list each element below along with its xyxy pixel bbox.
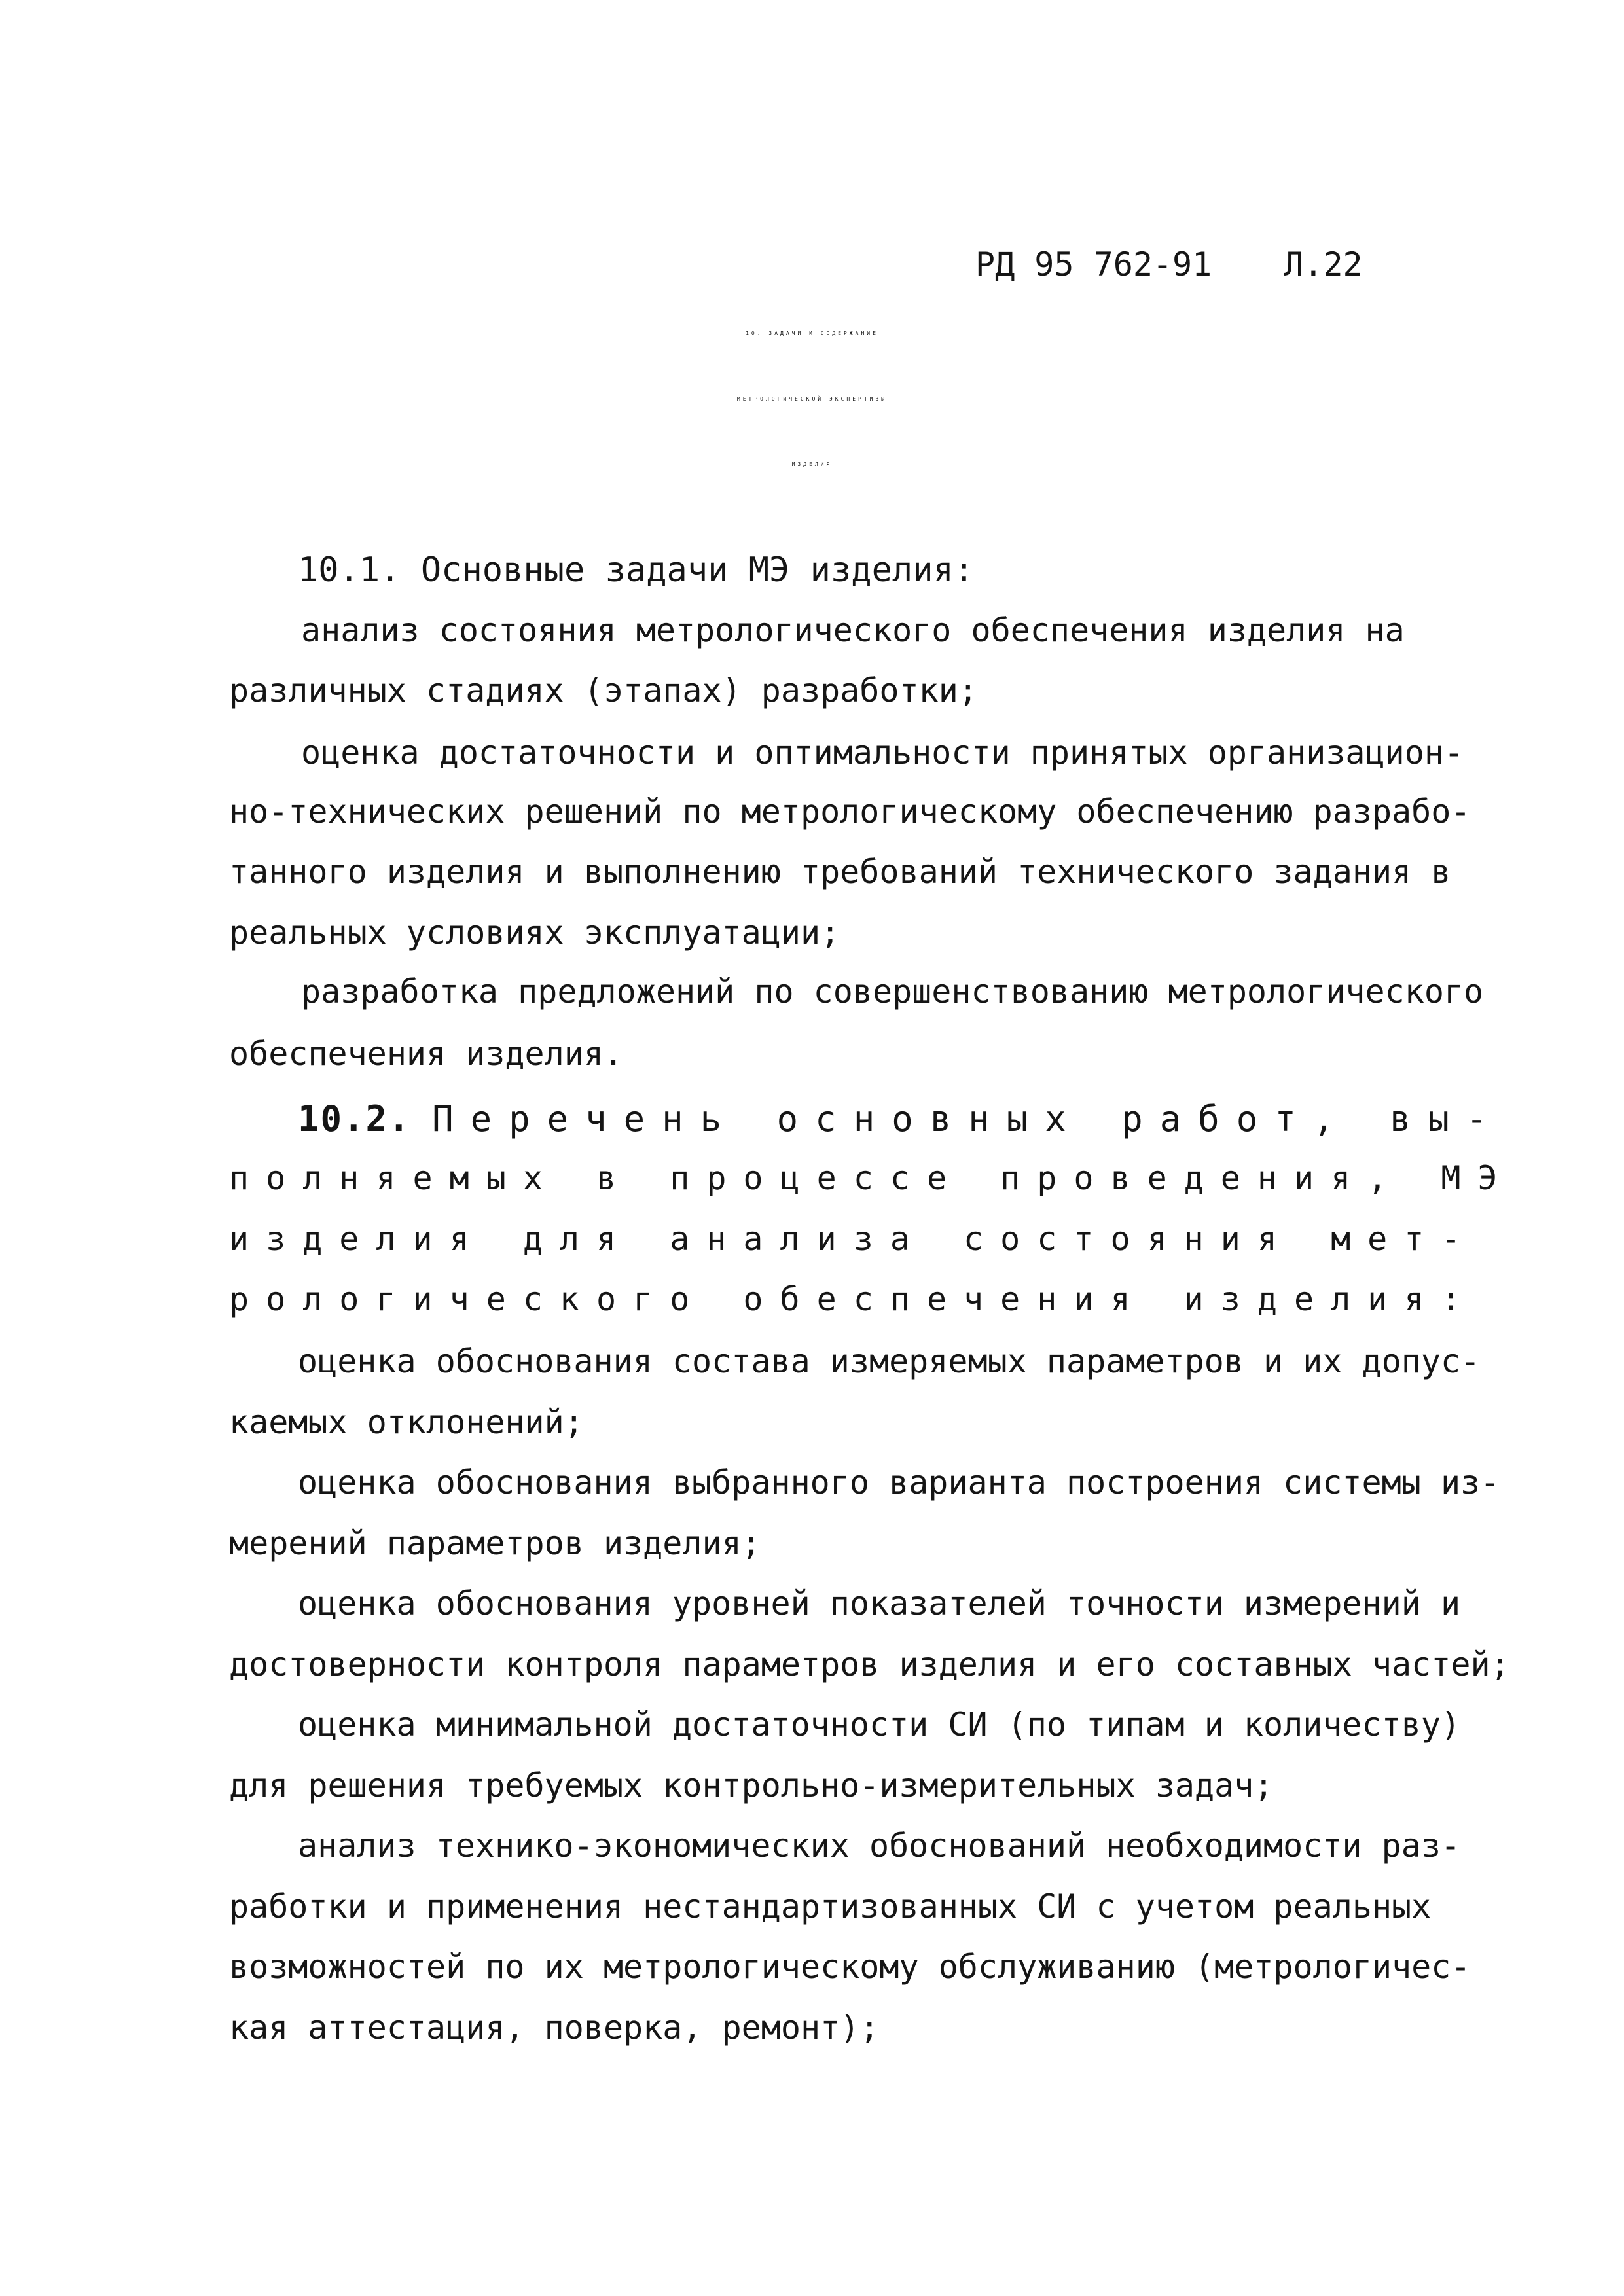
paragraph-line: кая аттестация, поверка, ремонт); [229,2009,880,2047]
paragraph-line: оценка обоснования выбранного варианта построения системы из- [298,1463,1500,1501]
paragraph-line: реальных условиях эксплуатации; [229,914,840,952]
subsection-10-2-heading-line-2: полняемых в процессе проведения, МЭ [229,1159,1515,1197]
paragraph-line: анализ технико-экономических обоснований необходимости раз- [298,1827,1461,1865]
paragraph-line: обеспечения изделия. [229,1035,624,1073]
paragraph-line: работки и применения нестандартизованных СИ с учетом реальных [229,1888,1432,1926]
page-header [975,245,1363,283]
paragraph-line: каемых отклонений; [229,1403,584,1441]
subsection-10-2-heading-line-4: рологического обеспечения изделия: [229,1280,1478,1318]
paragraph-line: оценка достаточности и оптимальности принятых организацион- [301,734,1464,772]
paragraph-line: разработка предложений по совершенствованию метрологического [301,973,1484,1011]
paragraph-line: но-технических решений по метрологическому обеспечению разрабо- [229,793,1471,831]
paragraph-line: оценка обоснования состава измеряемых параметров и их допус- [298,1342,1481,1380]
subsection-number: 10.2. [298,1098,411,1139]
document-code: РД 95 762-91 [975,245,1212,283]
subsection-10-1-heading: 10.1. Основные задачи МЭ изделия: [298,550,975,590]
paragraph-line: танного изделия и выполнению требований технического задания в [229,853,1451,891]
sheet-number: Л.22 [1284,245,1363,283]
paragraph-line: для решения требуемых контрольно-измерительных задач; [229,1767,1274,1804]
paragraph-line: мерений параметров изделия; [229,1524,761,1562]
section-title-line-3: ИЗДЕЛИЯ [791,461,833,467]
paragraph-line: различных стадиях (этапах) разработки; [229,672,978,709]
subsection-10-2-heading-line-1: 10.2. Перечень основных работ, вы- [298,1098,1505,1139]
paragraph-line: достоверности контроля параметров изделия и его составных частей; [229,1645,1510,1683]
paragraph-line: анализ состояния метрологического обеспечения изделия на [301,611,1405,649]
paragraph-line: оценка обоснования уровней показателей точности измерений и [298,1585,1461,1623]
paragraph-line: возможностей по их метрологическому обслуживанию (метрологичес- [229,1948,1471,1986]
paragraph-line: оценка минимальной достаточности СИ (по типам и количеству) [298,1706,1461,1744]
subsection-10-2-heading-line-3: изделия для анализа состояния мет- [229,1220,1478,1258]
section-title-line-1: 10. ЗАДАЧИ И СОДЕРЖАНИЕ [746,331,878,336]
section-title-line-2: МЕТРОЛОГИЧЕСКОЙ ЭКСПЕРТИЗЫ [736,396,888,402]
